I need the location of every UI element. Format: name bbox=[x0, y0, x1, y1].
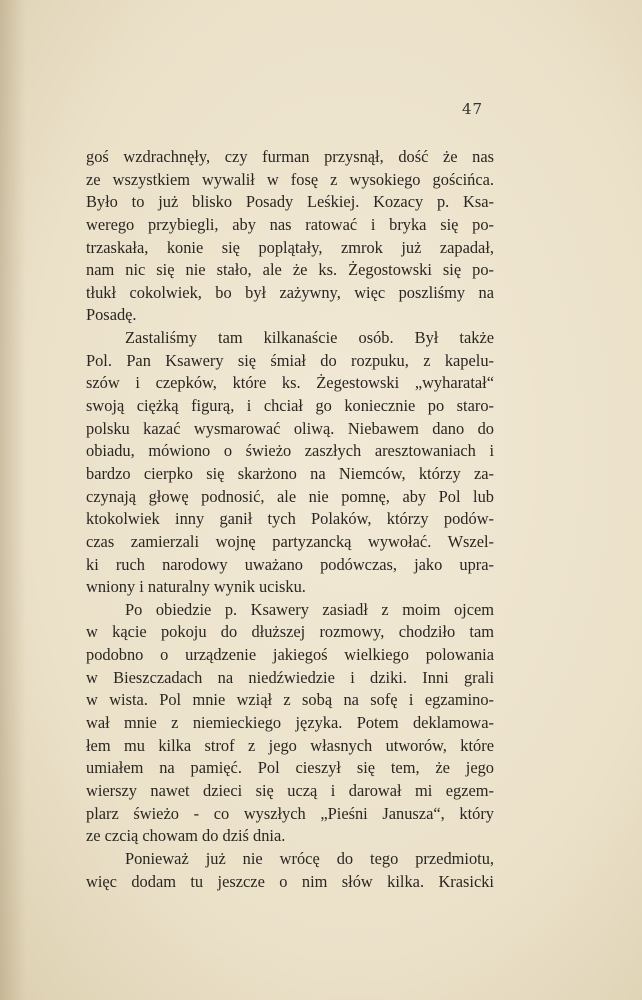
page-number: 47 bbox=[462, 100, 484, 118]
text-line: ze czcią chowam do dziś dnia. bbox=[86, 826, 286, 846]
binding-shadow bbox=[0, 0, 26, 1000]
text-line: ki ruch narodowy uważano podówczas, jako upra- bbox=[86, 554, 494, 574]
text-line: Zastaliśmy tam kilkanaście osób. Był także bbox=[125, 328, 494, 348]
text-line: obiadu, mówiono o świeżo zaszłych aresztowaniach i bbox=[86, 441, 494, 461]
text-line: Było to już blisko Posady Leśkiej. Kozacy p. Ksa- bbox=[86, 192, 494, 212]
text-line: wał mnie z niemieckiego języka. Potem deklamowa- bbox=[86, 713, 494, 733]
text-line: bardzo cierpko się skarżono na Niemców, którzy za- bbox=[86, 463, 494, 483]
text-line: wniony i naturalny wynik ucisku. bbox=[86, 577, 306, 597]
text-line: więc dodam tu jeszcze o nim słów kilka. Krasicki bbox=[86, 871, 494, 891]
text-line: Posadę. bbox=[86, 305, 137, 325]
text-line: czynają głowę podnosić, ale nie pomnę, aby Pol lub bbox=[86, 486, 494, 506]
text-line: swoją ciężką figurą, i chciał go koniecznie po staro- bbox=[86, 396, 494, 416]
text-line: goś wzdrachnęły, czy furman przysnął, dość że nas bbox=[86, 147, 494, 166]
text-line: szów i czepków, które ks. Żegestowski „wyharatał“ bbox=[86, 373, 494, 393]
text-line: nam nic się nie stało, ale że ks. Żegostowski się po- bbox=[86, 260, 494, 280]
text-line: Pol. Pan Ksawery się śmiał do rozpuku, z kapelu- bbox=[86, 350, 494, 370]
text-line: ze wszystkiem wywalił w fosę z wysokiego gościńca. bbox=[86, 169, 494, 189]
text-line: trzaskała, konie się poplątały, zmrok już zapadał, bbox=[86, 237, 494, 257]
text-line: podobno o urządzenie jakiegoś wielkiego polowania bbox=[86, 645, 494, 665]
body-text bbox=[86, 146, 494, 893]
text-line: polsku kazać wysmarować oliwą. Niebawem dano do bbox=[86, 418, 494, 438]
text-line: czas zamierzali wojnę partyzancką wywołać. Wszel- bbox=[86, 531, 494, 551]
text-line: w wista. Pol mnie wziął z sobą na sofę i egzamino- bbox=[86, 690, 494, 710]
text-line: Ponieważ już nie wrócę do tego przedmiotu, bbox=[125, 848, 494, 868]
text-line: łem mu kilka strof z jego własnych utworów, które bbox=[86, 735, 494, 755]
text-line: w kącie pokoju do dłuższej rozmowy, chodziło tam bbox=[86, 622, 494, 642]
text-line: wierszy nawet dzieci się uczą i darował mi egzem- bbox=[86, 780, 494, 800]
text-line: Po obiedzie p. Ksawery zasiadł z moim ojcem bbox=[125, 599, 494, 619]
text-line: plarz świeżo - co wyszłych „Pieśni Janusza“, który bbox=[86, 803, 494, 823]
text-line: ktokolwiek inny ganił tych Polaków, którzy podów- bbox=[86, 509, 494, 529]
text-line: umiałem na pamięć. Pol cieszył się tem, że jego bbox=[86, 758, 494, 778]
text-line: werego przybiegli, aby nas ratować i bryka się po- bbox=[86, 214, 494, 234]
text-line: w Bieszczadach na niedźwiedzie i dziki. Inni grali bbox=[86, 667, 494, 687]
text-line: tłukł cokolwiek, bo był zażywny, więc poszliśmy na bbox=[86, 282, 494, 302]
